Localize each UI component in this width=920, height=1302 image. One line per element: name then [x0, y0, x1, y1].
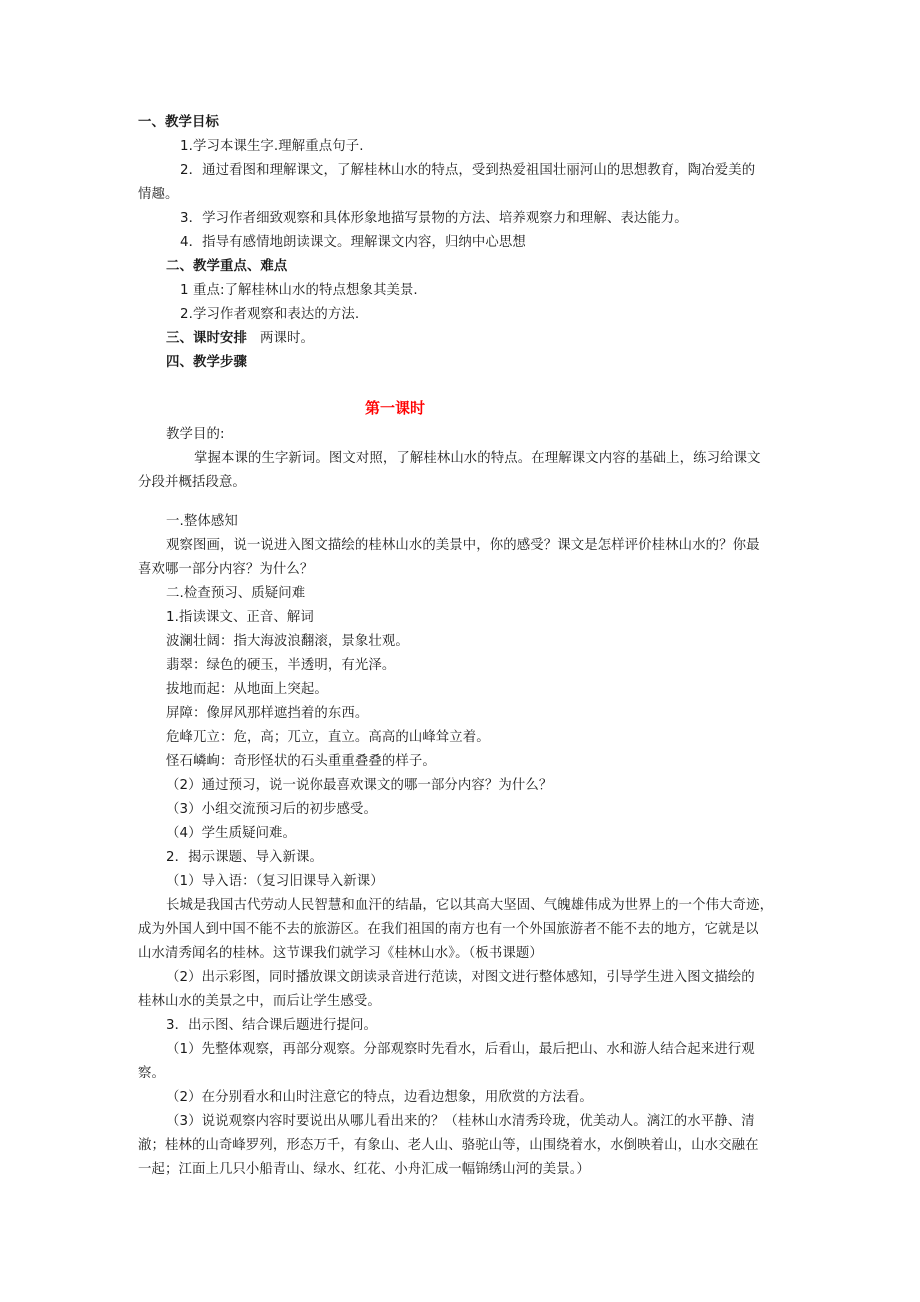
body-line: （2）出示彩图，同时播放课文朗读录音进行范读，对图文进行整体感知，引导学生进入图文描绘的 — [166, 970, 755, 985]
body-line: 2．揭示课题、导入新课。 — [166, 850, 324, 865]
body-line: 长城是我国古代劳动人民智慧和血汗的结晶，它以其高大坚固、气魄雄伟成为世界上的一个伟大奇迹， — [166, 898, 774, 913]
schedule-value: 两课时。 — [260, 331, 314, 346]
body-line: 澈；桂林的山奇峰罗列，形态万千，有象山、老人山、骆驼山等，山围绕着水，水倒映着山，山水交融在 — [138, 1138, 759, 1153]
goal-item-4: 4．指导有感情地朗读课文。理解课文内容，归纳中心思想 — [180, 235, 526, 250]
body-line: （3）小组交流预习后的初步感受。 — [166, 802, 377, 817]
body-line: 察。 — [138, 1066, 165, 1081]
body-line: （1）先整体观察，再部分观察。分部观察时先看水，后看山，最后把山、水和游人结合起来进行观 — [166, 1042, 755, 1057]
body-line: （3）说说观察内容时要说出从哪儿看出来的？（桂林山水清秀玲珑，优美动人。漓江的水平静、清 — [166, 1114, 755, 1129]
vocab-item: 屏障：像屏风那样遮挡着的东西。 — [166, 706, 369, 721]
body-line: （4）学生质疑问难。 — [166, 826, 297, 841]
section-heading-teaching-goals: 一、教学目标 — [138, 115, 219, 130]
key-point-2: 2.学习作者观察和表达的方法. — [180, 307, 360, 322]
body-line: （1）导入语：（复习旧课导入新课） — [166, 874, 384, 889]
body-line: （2）在分别看水和山时注意它的特点，边看边想象，用欣赏的方法看。 — [166, 1090, 593, 1105]
body-line: 观察图画，说一说进入图文描绘的桂林山水的美景中，你的感受？课文是怎样评价桂林山水的？你最 — [166, 538, 760, 553]
vocab-item: 危峰兀立：危，高；兀立，直立。高高的山峰耸立着。 — [166, 730, 490, 745]
section-heading-steps: 四、教学步骤 — [166, 355, 247, 370]
goal-item-1: 1.学习本课生字.理解重点句子. — [180, 139, 364, 154]
step-preview-check: 二.检查预习、质疑问难 — [166, 586, 306, 601]
body-line: 喜欢哪一部分内容？为什么？ — [138, 562, 314, 577]
section-heading-key-points: 二、教学重点、难点 — [166, 259, 288, 274]
section-heading-schedule: 三、课时安排 — [166, 331, 247, 346]
body-line: 3．出示图、结合课后题进行提问。 — [166, 1018, 377, 1033]
body-line: 桂林山水的美景之中，而后让学生感受。 — [138, 994, 381, 1009]
vocab-item: 翡翠：绿色的硬玉，半透明，有光泽。 — [166, 658, 396, 673]
lesson-goal-line-2: 分段并概括段意。 — [138, 475, 246, 490]
goal-item-2-cont: 情趣。 — [138, 187, 179, 202]
lesson-goal-line-1: 掌握本课的生字新词。图文对照，了解桂林山水的特点。在理解课文内容的基础上，练习给课文 — [194, 451, 761, 466]
body-line: 一起；江面上几只小船青山、绿水、红花、小舟汇成一幅锦绣山河的美景。） — [138, 1162, 590, 1177]
step-overall-perception: 一.整体感知 — [166, 514, 238, 529]
goal-item-3: 3．学习作者细致观察和具体形象地描写景物的方法、培养观察力和理解、表达能力。 — [180, 211, 688, 226]
body-line: 成为外国人到中国不能不去的旅游区。在我们祖国的南方也有一个外国旅游者不能不去的地方，它就是以 — [138, 922, 759, 937]
key-point-1: 1 重点:了解桂林山水的特点想象其美景. — [180, 283, 418, 298]
vocab-item: 怪石嶙峋：奇形怪状的石头重重叠叠的样子。 — [166, 754, 436, 769]
lesson-title — [0, 398, 790, 418]
body-line: （2）通过预习，说一说你最喜欢课文的哪一部分内容？为什么？ — [166, 778, 553, 793]
lesson-goal-label: 教学目的: — [166, 427, 225, 442]
lesson-title-text: 第一课时 — [364, 399, 425, 417]
body-line: 1.指读课文、正音、解词 — [166, 610, 314, 625]
vocab-item: 波澜壮阔：指大海波浪翻滚，景象壮观。 — [166, 634, 409, 649]
goal-item-2: 2．通过看图和理解课文，了解桂林山水的特点，受到热爱祖国壮丽河山的思想教育，陶冶爱美的 — [180, 163, 756, 178]
body-line: 山水清秀闻名的桂林。这节课我们就学习《桂林山水》。（板书课题） — [138, 946, 543, 961]
vocab-item: 拔地而起：从地面上突起。 — [166, 682, 328, 697]
section-schedule — [166, 330, 314, 348]
